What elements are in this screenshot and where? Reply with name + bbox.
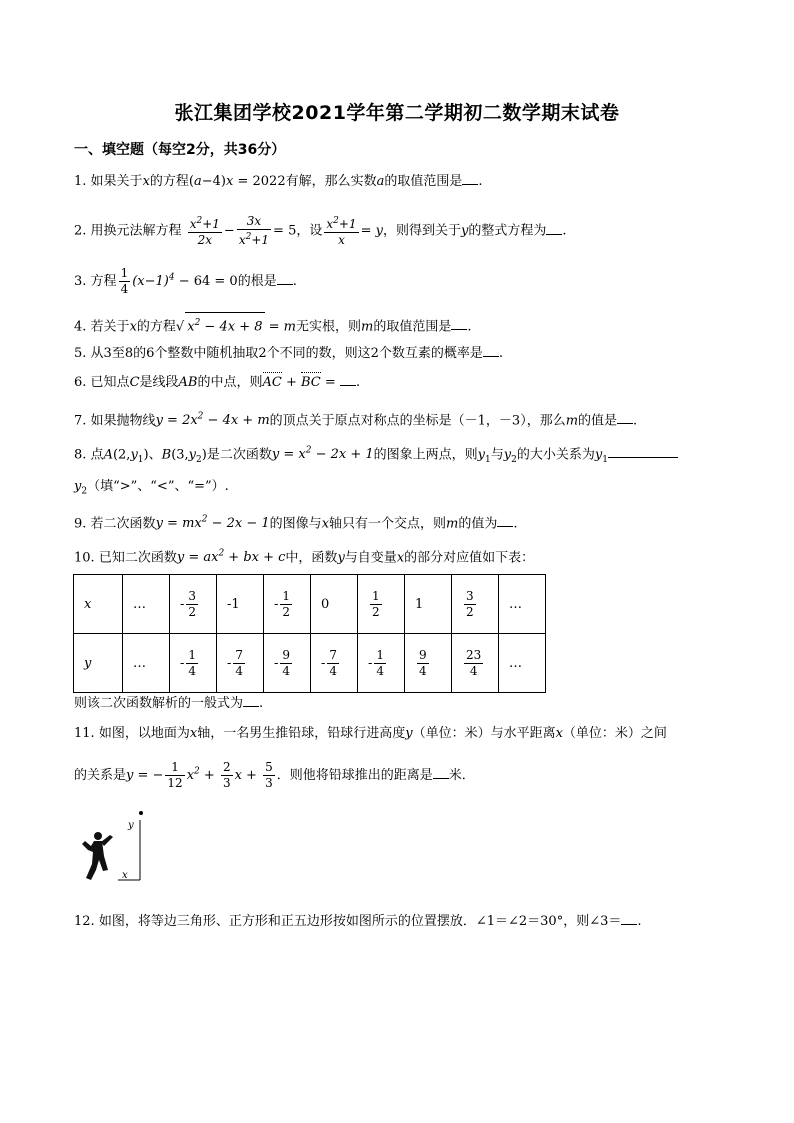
question-5: 5. 从3至8的6个整数中随机抽取2个不同的数，则这2个数互素的概率是 . bbox=[74, 346, 504, 361]
question-1: 1. 如果关于x的方程(a−4)x = 2022有解，那么实数a的取值范围是 . bbox=[74, 174, 483, 189]
question-8-line2: $y_2$（填“>”、“<”、“=”）. bbox=[74, 479, 229, 497]
question-9: 9. 若二次函数$y = mx^2 - 2x - 1$的图像与x轴只有一个交点，则m的值为 . bbox=[74, 515, 518, 532]
table-cell-x: … bbox=[499, 575, 546, 634]
answer-blank[interactable] bbox=[617, 411, 633, 424]
shot-put-figure bbox=[74, 808, 164, 888]
table-header-x: x bbox=[74, 575, 123, 634]
question-10: 10. 已知二次函数$y = ax^2$ + bx + c中，函数y与自变量x的部分对应值如下表： bbox=[74, 549, 535, 566]
table-cell-y: $\frac{9}{4}$ bbox=[405, 634, 452, 693]
answer-blank[interactable] bbox=[243, 694, 259, 707]
athlete-silhouette-icon bbox=[82, 832, 113, 880]
table-cell-y: - $\frac{9}{4}$ bbox=[264, 634, 311, 693]
table-header-y: y bbox=[74, 634, 123, 693]
table-cell-y: - $\frac{1}{4}$ bbox=[358, 634, 405, 693]
question-6: 6. 已知点C是线段AB的中点，则AC + BC = . bbox=[74, 373, 360, 393]
question-3: 3. 方程 $\frac{1}{4}$ $(x-1)^4 - 64 = 0$的根是 . bbox=[74, 266, 297, 296]
table-cell-x: … bbox=[123, 575, 170, 634]
answer-blank[interactable] bbox=[621, 912, 637, 925]
question-4: 4. 若关于x的方程√ $x^2 - 4x + 8 = m$无实根，则m的取值范围是 . bbox=[74, 312, 471, 337]
question-8: 8. 点$A(2,y_1)$、$B(3,y_2)$是二次函数$y = x^2 - 2x + 1$的图象上两点，则$y_1$与$y_2$的大小关系为$y_1$ bbox=[74, 441, 678, 470]
table-cell-x: $\frac{3}{2}$ bbox=[452, 575, 499, 634]
answer-blank[interactable] bbox=[433, 766, 449, 779]
question-7: 7. 如果抛物线$y = 2x^2 - 4x + m$的顶点关于原点对称点的坐标是（－1，－3），那么m的值是 . bbox=[74, 412, 638, 429]
answer-blank[interactable] bbox=[340, 373, 356, 386]
answer-blank[interactable] bbox=[451, 317, 467, 330]
table-cell-x: - $\frac{3}{2}$ bbox=[170, 575, 217, 634]
table-cell-x: - $\frac{1}{2}$ bbox=[264, 575, 311, 634]
answer-blank[interactable] bbox=[497, 514, 513, 527]
table-cell-y: $\frac{23}{4}$ bbox=[452, 634, 499, 693]
question-11: 11. 如图，以地面为x轴，一名男生推铅球，铅球行进高度y（单位：米）与水平距离x（单位：米）之间 bbox=[74, 726, 667, 741]
question-11-line2: 的关系是y = − $\frac{1}{12}$ $x^2$ + $\frac{2}{3}$ x + $\frac{5}{3}$ ．则他将铅球推出的距离是 米． bbox=[74, 760, 475, 790]
table-cell-y: … bbox=[499, 634, 546, 693]
answer-blank[interactable] bbox=[608, 445, 678, 458]
page-title: 张江集团学校2021学年第二学期初二数学期末试卷 bbox=[174, 102, 620, 124]
axis-label-x: x bbox=[122, 870, 128, 881]
question-2: 2. 用换元法解方程 $\frac{x^2+1}{2x}$ − $\frac{3x}{x^2+1}$ = 5，设 $\frac{x^2+1}{x}$ = y，则得到关于y的整式方程为 . bbox=[74, 214, 567, 247]
answer-blank[interactable] bbox=[483, 344, 499, 357]
section-heading: 一、填空题（每空2分，共36分） bbox=[74, 142, 286, 158]
answer-blank[interactable] bbox=[462, 172, 478, 185]
shot-ball-icon bbox=[139, 811, 143, 815]
question-10-after: 则该二次函数解析的一般式为 . bbox=[74, 696, 264, 711]
table-cell-y: - $\frac{7}{4}$ bbox=[311, 634, 358, 693]
answer-blank[interactable] bbox=[546, 222, 562, 235]
question-12: 12. 如图，将等边三角形、正方形和正五边形按如图所示的位置摆放．∠1＝∠2＝30°，则∠3＝ . bbox=[74, 914, 642, 929]
table-cell-y: - $\frac{7}{4}$ bbox=[217, 634, 264, 693]
table-cell-x: -1 bbox=[217, 575, 264, 634]
value-table bbox=[73, 574, 546, 693]
table-cell-x: 1 bbox=[405, 575, 452, 634]
table-cell-y: … bbox=[123, 634, 170, 693]
table-cell-x: $\frac{1}{2}$ bbox=[358, 575, 405, 634]
table-cell-x: 0 bbox=[311, 575, 358, 634]
axis-label-y: y bbox=[128, 820, 134, 831]
answer-blank[interactable] bbox=[277, 272, 293, 285]
table-cell-y: - $\frac{1}{4}$ bbox=[170, 634, 217, 693]
